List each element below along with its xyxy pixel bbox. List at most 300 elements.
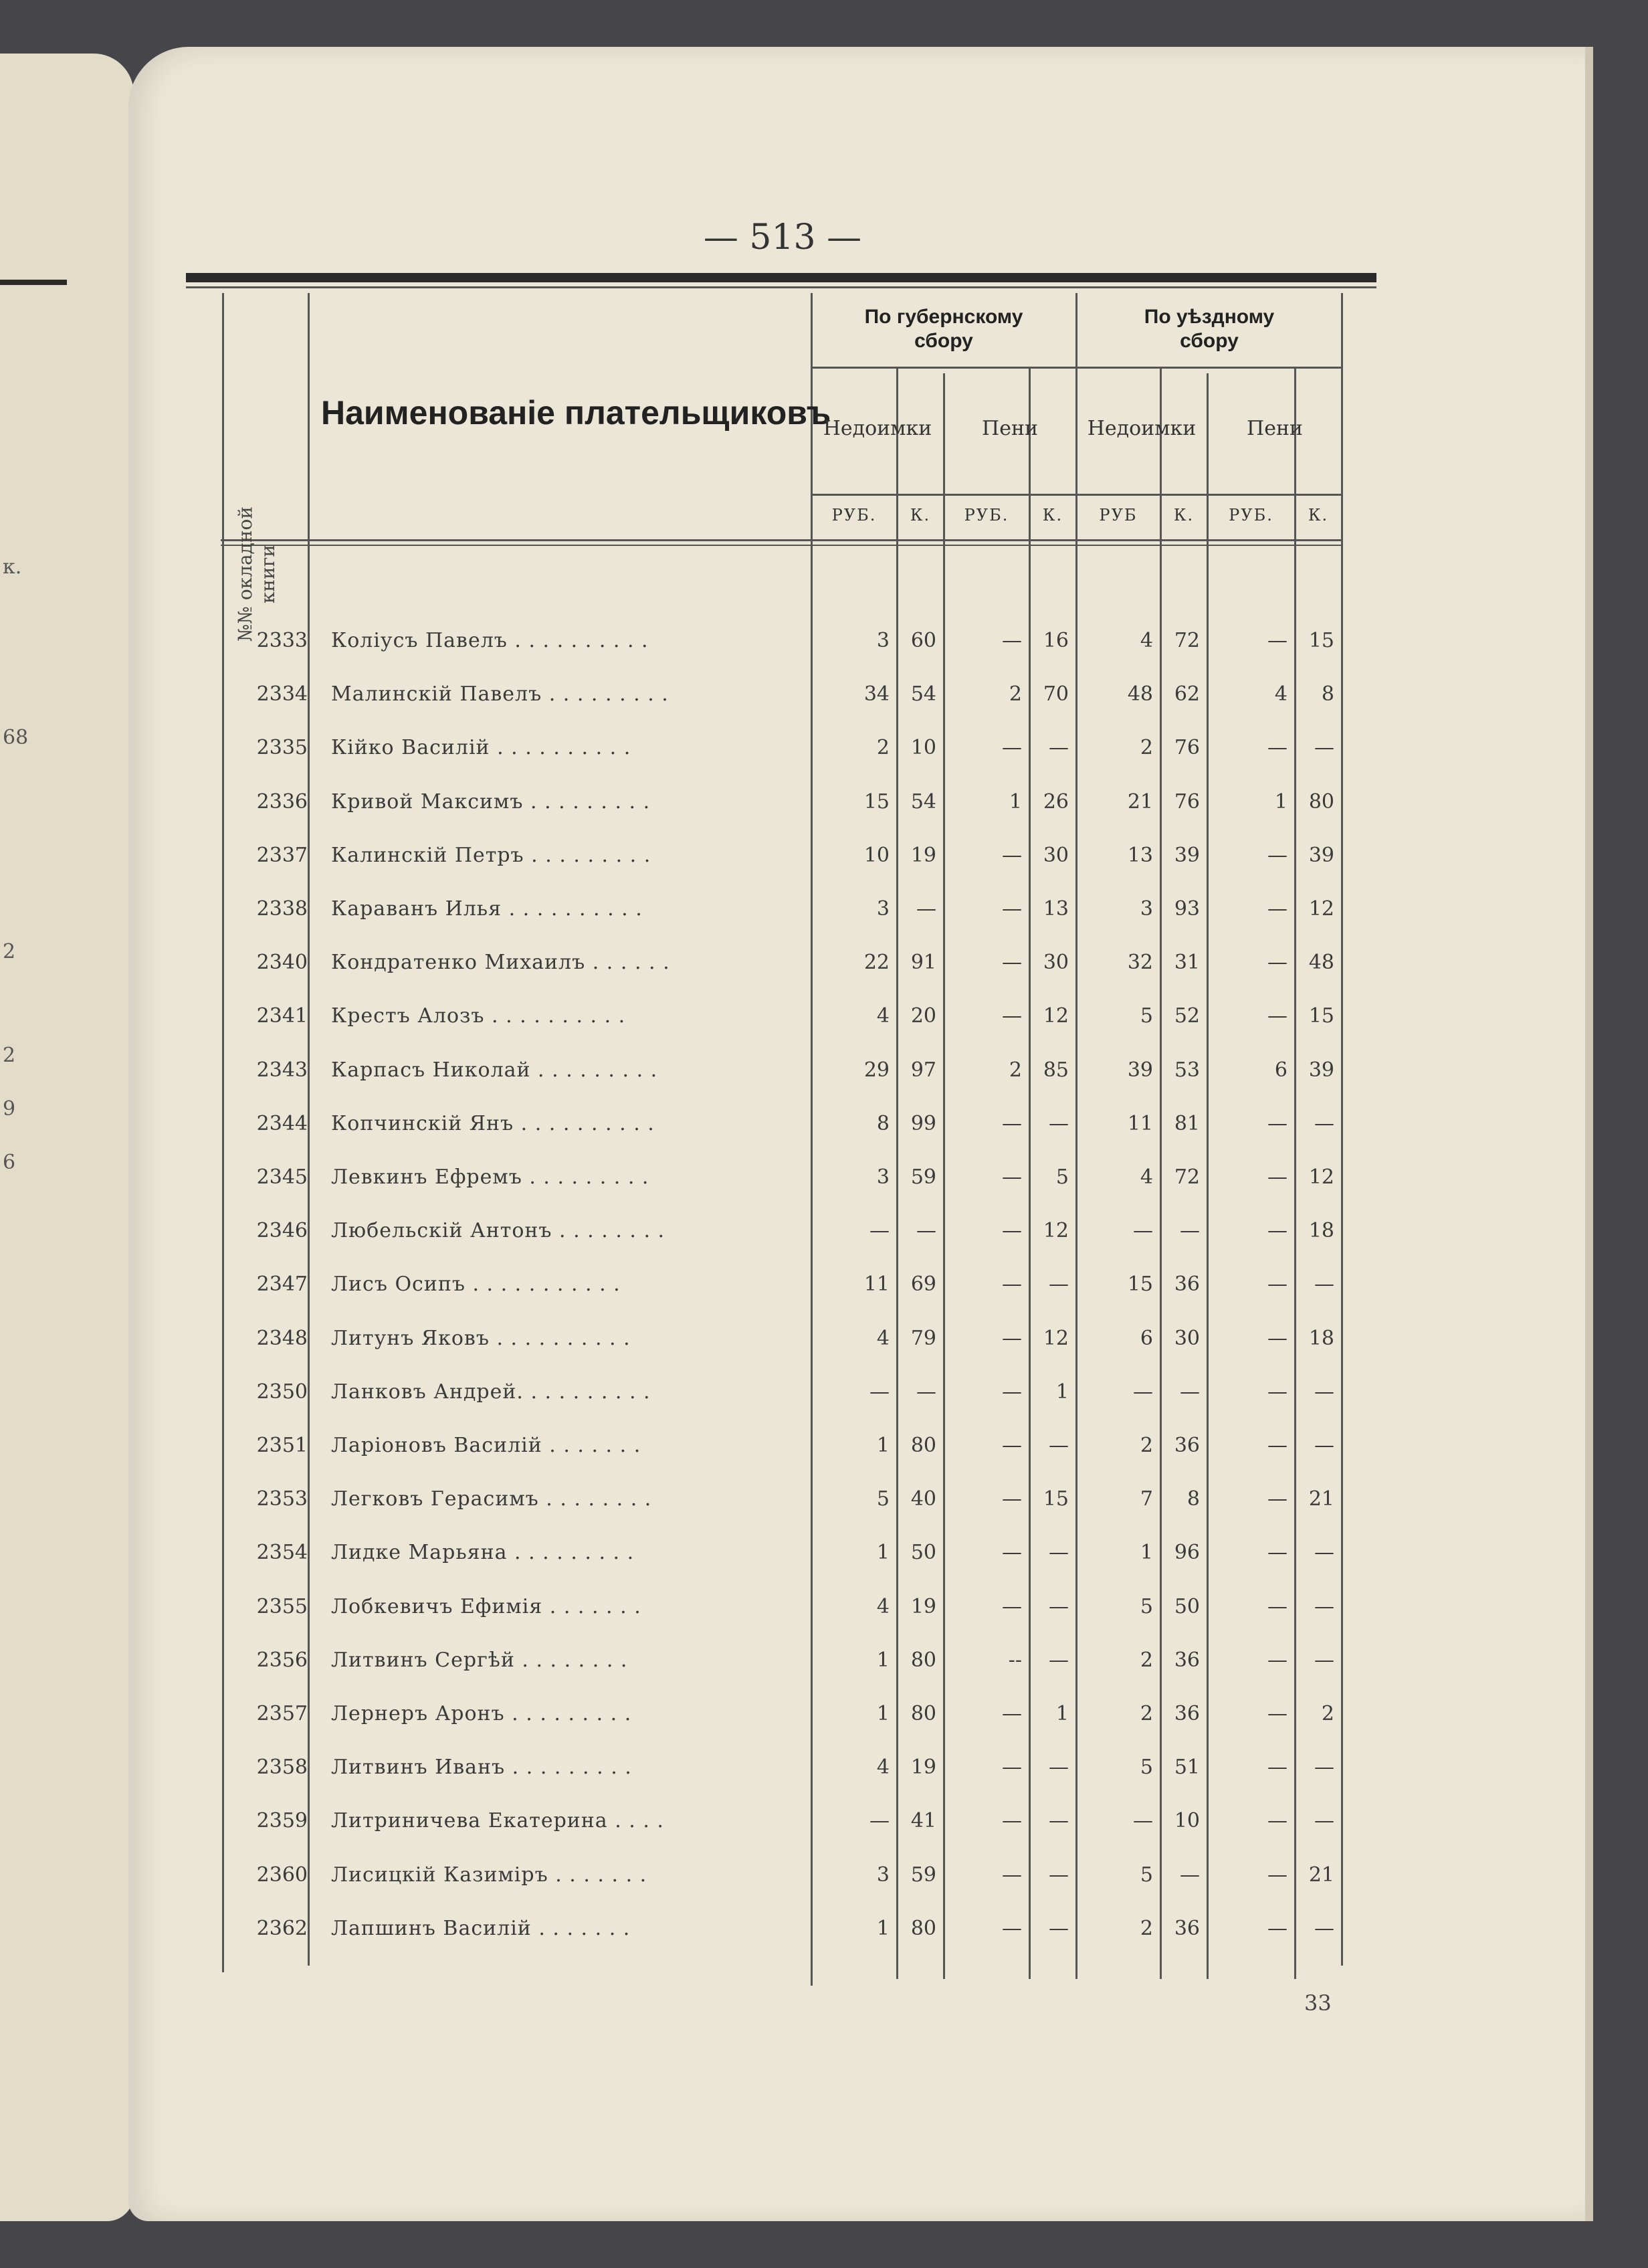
book-number-cell: 2347 <box>256 1272 308 1297</box>
amount-cell: — <box>1002 1541 1022 1565</box>
amount-cell: 1 <box>1055 1702 1069 1725</box>
amount-cell: 15 <box>1127 1272 1153 1297</box>
amount-cell: — <box>1267 1756 1288 1780</box>
amount-cell: 8 <box>1321 682 1334 706</box>
left-fragment: 2 <box>3 940 16 963</box>
left-page <box>0 54 134 2221</box>
amount-cell: 36 <box>1174 1272 1200 1297</box>
book-number-cell: 2348 <box>256 1326 308 1350</box>
amount-cell: 40 <box>910 1487 936 1511</box>
page-edge <box>1585 47 1593 2221</box>
amount-cell: — <box>1002 1272 1022 1297</box>
amount-cell: 59 <box>910 1165 936 1189</box>
table-row <box>221 1312 1350 1365</box>
table-row <box>221 1849 1350 1902</box>
amount-cell: — <box>1002 1165 1022 1189</box>
amount-cell: — <box>916 1219 936 1243</box>
table-row <box>221 1687 1350 1741</box>
amount-cell: 5 <box>876 1487 890 1511</box>
amount-cell: 80 <box>910 1702 936 1725</box>
payer-name-cell: Ларіоновъ Василій . . . . . . . <box>331 1434 641 1457</box>
amount-cell: 69 <box>910 1272 936 1297</box>
amount-cell: 3 <box>876 629 890 652</box>
amount-cell: 1 <box>876 1541 890 1565</box>
amount-cell: 2 <box>1140 1702 1153 1725</box>
amount-cell: — <box>1267 1541 1288 1565</box>
amount-cell: 30 <box>1174 1326 1200 1350</box>
amount-cell: 13 <box>1043 897 1069 921</box>
book-number-cell: 2335 <box>256 736 308 760</box>
amount-cell: 21 <box>1308 1487 1334 1511</box>
amount-cell: 21 <box>1127 789 1153 814</box>
amount-cell: — <box>1002 1863 1022 1887</box>
unit-rub: РУБ. <box>964 506 1009 525</box>
amount-cell: 16 <box>1043 629 1069 652</box>
amount-cell: 80 <box>910 1648 936 1672</box>
book-number-cell: 2360 <box>256 1863 308 1887</box>
amount-cell: 19 <box>910 1594 936 1618</box>
book-number-cell: 2346 <box>256 1219 308 1243</box>
payer-name-cell: Кондратенко Михаилъ . . . . . . <box>331 951 670 975</box>
amount-cell: 21 <box>1308 1863 1334 1887</box>
amount-cell: 1 <box>1009 789 1022 814</box>
amount-cell: 80 <box>1308 789 1334 814</box>
amount-cell: — <box>1267 629 1288 652</box>
amount-cell: 12 <box>1308 897 1334 921</box>
amount-cell: 4 <box>876 1326 890 1350</box>
amount-cell: — <box>869 1809 890 1833</box>
amount-cell: 7 <box>1140 1487 1153 1511</box>
book-number-cell: 2353 <box>256 1487 308 1511</box>
amount-cell: — <box>869 1380 890 1404</box>
amount-cell: — <box>1049 1594 1069 1618</box>
amount-cell: — <box>1133 1219 1153 1243</box>
book-number-cell: 2362 <box>256 1916 308 1940</box>
amount-cell: — <box>1002 951 1022 975</box>
payer-name-cell: Малинскій Павелъ . . . . . . . . . <box>331 682 669 706</box>
payer-name-cell: Коліусъ Павелъ . . . . . . . . . . <box>331 629 649 652</box>
book-number-cell: 2343 <box>256 1058 308 1082</box>
amount-cell: — <box>1267 1326 1288 1350</box>
amount-cell: 18 <box>1308 1326 1334 1350</box>
left-fragment: 68 <box>3 726 29 749</box>
header-arrears: Недоимки <box>1087 417 1197 440</box>
amount-cell: — <box>1049 736 1069 760</box>
table-row <box>221 1794 1350 1848</box>
unit-kop: К. <box>910 506 931 525</box>
payer-name-cell: Ланковъ Андрей. . . . . . . . . . <box>331 1380 651 1404</box>
rule-h <box>811 367 1343 369</box>
amount-cell: 12 <box>1043 1004 1069 1028</box>
amount-cell: 3 <box>876 1165 890 1189</box>
amount-cell: 5 <box>1140 1594 1153 1618</box>
table-row <box>221 1741 1350 1794</box>
payer-name-cell: Легковъ Герасимъ . . . . . . . . <box>331 1487 652 1511</box>
amount-cell: — <box>1267 1648 1288 1672</box>
amount-cell: 18 <box>1308 1219 1334 1243</box>
book-number-cell: 2358 <box>256 1756 308 1780</box>
amount-cell: 81 <box>1174 1111 1200 1135</box>
amount-cell: 1 <box>876 1648 890 1672</box>
amount-cell: 3 <box>876 1863 890 1887</box>
table-row <box>221 1204 1350 1258</box>
amount-cell: 5 <box>1055 1165 1069 1189</box>
amount-cell: — <box>1180 1219 1200 1243</box>
amount-cell: — <box>1267 1863 1288 1887</box>
book-number-cell: 2345 <box>256 1165 308 1189</box>
amount-cell: 59 <box>910 1863 936 1887</box>
amount-cell: 62 <box>1174 682 1200 706</box>
payer-name-cell: Лисъ Осипъ . . . . . . . . . . . <box>331 1272 621 1297</box>
amount-cell: — <box>1267 1487 1288 1511</box>
amount-cell: 32 <box>1127 951 1153 975</box>
amount-cell: 5 <box>1140 1756 1153 1780</box>
amount-cell: 1 <box>876 1702 890 1725</box>
amount-cell: — <box>1002 1380 1022 1404</box>
left-fragment: 6 <box>3 1151 16 1174</box>
amount-cell: 1 <box>876 1916 890 1940</box>
book-number-cell: 2338 <box>256 897 308 921</box>
unit-rub: РУБ <box>1099 506 1138 525</box>
amount-cell: 1 <box>876 1434 890 1457</box>
amount-cell: 5 <box>1140 1004 1153 1028</box>
amount-cell: 5 <box>1140 1863 1153 1887</box>
table-row <box>221 1151 1350 1204</box>
table-row <box>221 989 1350 1043</box>
amount-cell: 12 <box>1308 1165 1334 1189</box>
amount-cell: 6 <box>1274 1058 1288 1082</box>
payer-name-cell: Любельскій Антонъ . . . . . . . . <box>331 1219 665 1243</box>
amount-cell: — <box>1267 1809 1288 1833</box>
amount-cell: — <box>1314 1648 1334 1672</box>
amount-cell: — <box>1314 1756 1334 1780</box>
amount-cell: 20 <box>910 1004 936 1028</box>
amount-cell: 4 <box>876 1756 890 1780</box>
amount-cell: 97 <box>910 1058 936 1082</box>
amount-cell: — <box>1002 1809 1022 1833</box>
amount-cell: — <box>1267 1434 1288 1457</box>
unit-rub: РУБ. <box>1229 506 1273 525</box>
amount-cell: 80 <box>910 1434 936 1457</box>
amount-cell: — <box>1049 1648 1069 1672</box>
book-number-cell: 2354 <box>256 1541 308 1565</box>
left-fragment: 2 <box>3 1044 16 1067</box>
amount-cell: 99 <box>910 1111 936 1135</box>
book-number-cell: 2359 <box>256 1809 308 1833</box>
amount-cell: 34 <box>863 682 890 706</box>
amount-cell: — <box>1049 1111 1069 1135</box>
amount-cell: — <box>1314 1380 1334 1404</box>
amount-cell: — <box>1267 1272 1288 1297</box>
unit-kop: К. <box>1042 506 1063 525</box>
amount-cell: 36 <box>1174 1702 1200 1725</box>
amount-cell: — <box>1002 1487 1022 1511</box>
rule-h <box>811 494 1343 496</box>
amount-cell: 10 <box>1174 1809 1200 1833</box>
book-number-cell: 2341 <box>256 1004 308 1028</box>
amount-cell: — <box>1267 897 1288 921</box>
amount-cell: — <box>1314 1434 1334 1457</box>
amount-cell: 54 <box>910 682 936 706</box>
amount-cell: 72 <box>1174 1165 1200 1189</box>
left-fragment: 9 <box>3 1097 16 1121</box>
table-row <box>221 1473 1350 1526</box>
amount-cell: 22 <box>863 951 890 975</box>
payer-name-cell: Левкинъ Ефремъ . . . . . . . . . <box>331 1165 649 1189</box>
table-row <box>221 829 1350 882</box>
table-row <box>221 775 1350 829</box>
payer-name-cell: Литунъ Яковъ . . . . . . . . . . <box>331 1326 631 1350</box>
amount-cell: — <box>1267 1916 1288 1940</box>
table-row <box>221 1634 1350 1687</box>
payer-name-cell: Литвинъ Иванъ . . . . . . . . . <box>331 1756 632 1780</box>
amount-cell: 48 <box>1308 951 1334 975</box>
amount-cell: — <box>1267 1219 1288 1243</box>
amount-cell: 36 <box>1174 1916 1200 1940</box>
header-arrears: Недоимки <box>823 417 932 440</box>
unit-rub: РУБ. <box>831 506 877 525</box>
amount-cell: — <box>1267 951 1288 975</box>
book-number-cell: 2344 <box>256 1111 308 1135</box>
amount-cell: 3 <box>876 897 890 921</box>
amount-cell: 15 <box>1308 1004 1334 1028</box>
amount-cell: — <box>1049 1863 1069 1887</box>
amount-cell: 11 <box>863 1272 890 1297</box>
book-number-cell: 2350 <box>256 1380 308 1404</box>
payer-name-cell: Литвинъ Сергѣй . . . . . . . . <box>331 1648 628 1672</box>
amount-cell: 26 <box>1043 789 1069 814</box>
page-number: — 513 — <box>703 217 862 258</box>
payer-name-cell: Калинскій Петръ . . . . . . . . . <box>331 843 651 867</box>
amount-cell: — <box>1267 1594 1288 1618</box>
amount-cell: — <box>1049 1756 1069 1780</box>
amount-cell: — <box>1049 1434 1069 1457</box>
amount-cell: 19 <box>910 843 936 867</box>
amount-cell: 30 <box>1043 843 1069 867</box>
amount-cell: 93 <box>1174 897 1200 921</box>
amount-cell: — <box>1002 1111 1022 1135</box>
amount-cell: 85 <box>1043 1058 1069 1082</box>
book-number-cell: 2340 <box>256 951 308 975</box>
amount-cell: 70 <box>1043 682 1069 706</box>
amount-cell: 4 <box>1140 1165 1153 1189</box>
amount-cell: — <box>1002 1004 1022 1028</box>
amount-cell: 2 <box>1009 1058 1022 1082</box>
amount-cell: 15 <box>863 789 890 814</box>
amount-cell: 76 <box>1174 736 1200 760</box>
amount-cell: — <box>1002 1702 1022 1725</box>
amount-cell: — <box>1314 1541 1334 1565</box>
payer-name-cell: Лернеръ Аронъ . . . . . . . . . <box>331 1702 632 1725</box>
amount-cell: — <box>1267 1165 1288 1189</box>
book-number-cell: 2351 <box>256 1434 308 1457</box>
amount-cell: 72 <box>1174 629 1200 652</box>
amount-cell: 30 <box>1043 951 1069 975</box>
amount-cell: 2 <box>1009 682 1022 706</box>
payer-name-cell: Лидке Марьяна . . . . . . . . . <box>331 1541 635 1565</box>
payer-name-cell: Литриничева Екатерина . . . . <box>331 1809 664 1833</box>
amount-cell: — <box>1002 897 1022 921</box>
amount-cell: 19 <box>910 1756 936 1780</box>
book-number-cell: 2334 <box>256 682 308 706</box>
amount-cell: 12 <box>1043 1219 1069 1243</box>
amount-cell: 36 <box>1174 1648 1200 1672</box>
amount-cell: — <box>1049 1809 1069 1833</box>
amount-cell: 12 <box>1043 1326 1069 1350</box>
amount-cell: — <box>1267 1380 1288 1404</box>
amount-cell: — <box>916 1380 936 1404</box>
amount-cell: 8 <box>1187 1487 1200 1511</box>
payers-table <box>221 293 1350 1972</box>
amount-cell: — <box>1180 1863 1200 1887</box>
amount-cell: 29 <box>863 1058 890 1082</box>
amount-cell: 53 <box>1174 1058 1200 1082</box>
left-page-rule <box>0 280 67 285</box>
amount-cell: — <box>1314 1809 1334 1833</box>
amount-cell: 10 <box>863 843 890 867</box>
payer-name-cell: Караванъ Илья . . . . . . . . . . <box>331 897 643 921</box>
footer-page-number: 33 <box>1304 1990 1332 2016</box>
book-number-cell: 2356 <box>256 1648 308 1672</box>
table-row <box>221 882 1350 936</box>
top-rule-thin <box>186 286 1376 288</box>
amount-cell: 2 <box>1140 1916 1153 1940</box>
amount-cell: 2 <box>1140 1434 1153 1457</box>
payer-name-cell: Лапшинъ Василій . . . . . . . <box>331 1916 631 1940</box>
table-row <box>221 936 1350 989</box>
left-fragment: к. <box>3 555 22 579</box>
amount-cell: — <box>1049 1541 1069 1565</box>
table-row <box>221 668 1350 721</box>
amount-cell: — <box>1002 1434 1022 1457</box>
amount-cell: 39 <box>1308 843 1334 867</box>
amount-cell: 50 <box>910 1541 936 1565</box>
amount-cell: 60 <box>910 629 936 652</box>
top-rule-thick <box>186 273 1376 282</box>
table-row <box>221 1258 1350 1311</box>
amount-cell: 15 <box>1308 629 1334 652</box>
amount-cell: 79 <box>910 1326 936 1350</box>
amount-cell: — <box>1267 1702 1288 1725</box>
amount-cell: 13 <box>1127 843 1153 867</box>
amount-cell: -- <box>1008 1648 1022 1672</box>
amount-cell: 2 <box>1140 736 1153 760</box>
table-row <box>221 1044 1350 1097</box>
amount-cell: — <box>1002 629 1022 652</box>
amount-cell: 3 <box>1140 897 1153 921</box>
amount-cell: — <box>1002 1219 1022 1243</box>
header-penalty: Пени <box>982 417 1038 440</box>
amount-cell: — <box>1002 736 1022 760</box>
amount-cell: 15 <box>1043 1487 1069 1511</box>
amount-cell: 96 <box>1174 1541 1200 1565</box>
table-row <box>221 1419 1350 1473</box>
amount-cell: 39 <box>1174 843 1200 867</box>
payer-name-cell: Кійко Василій . . . . . . . . . . <box>331 736 631 760</box>
amount-cell: 76 <box>1174 789 1200 814</box>
payer-name-cell: Кривой Максимъ . . . . . . . . . <box>331 789 651 814</box>
amount-cell: — <box>1002 1326 1022 1350</box>
amount-cell: — <box>1002 1594 1022 1618</box>
header-payer-name: Наименованіе плательщиковъ <box>321 394 831 432</box>
unit-kop: К. <box>1173 506 1195 525</box>
amount-cell: 52 <box>1174 1004 1200 1028</box>
book-number-cell: 2357 <box>256 1702 308 1725</box>
unit-kop: К. <box>1308 506 1329 525</box>
payer-name-cell: Крестъ Алозъ . . . . . . . . . . <box>331 1004 626 1028</box>
amount-cell: 4 <box>876 1594 890 1618</box>
header-penalty: Пени <box>1247 417 1303 440</box>
table-row <box>221 721 1350 775</box>
amount-cell: — <box>1049 1272 1069 1297</box>
table-row <box>221 614 1350 668</box>
table-row <box>221 1097 1350 1151</box>
amount-cell: — <box>869 1219 890 1243</box>
table-row <box>221 1526 1350 1580</box>
amount-cell: 4 <box>1274 682 1288 706</box>
payer-name-cell: Копчинскій Янъ . . . . . . . . . . <box>331 1111 655 1135</box>
amount-cell: 11 <box>1127 1111 1153 1135</box>
book-number-cell: 2336 <box>256 789 308 814</box>
amount-cell: — <box>1133 1809 1153 1833</box>
amount-cell: 4 <box>1140 629 1153 652</box>
amount-cell: — <box>1267 736 1288 760</box>
amount-cell: — <box>1002 843 1022 867</box>
amount-cell: 10 <box>910 736 936 760</box>
amount-cell: — <box>1267 1004 1288 1028</box>
rule-h <box>221 545 1343 546</box>
amount-cell: 4 <box>876 1004 890 1028</box>
amount-cell: 50 <box>1174 1594 1200 1618</box>
rule-h <box>221 539 1343 541</box>
amount-cell: 2 <box>876 736 890 760</box>
amount-cell: 6 <box>1140 1326 1153 1350</box>
amount-cell: 80 <box>910 1916 936 1940</box>
amount-cell: 91 <box>910 951 936 975</box>
amount-cell: 54 <box>910 789 936 814</box>
amount-cell: 31 <box>1174 951 1200 975</box>
amount-cell: 1 <box>1055 1380 1069 1404</box>
book-number-cell: 2333 <box>256 629 308 652</box>
header-district-levy: По уѣздному сбору <box>1144 306 1275 352</box>
book-number-cell: 2337 <box>256 843 308 867</box>
amount-cell: 1 <box>1140 1541 1153 1565</box>
payer-name-cell: Лисицкій Казиміръ . . . . . . . <box>331 1863 647 1887</box>
amount-cell: — <box>1267 843 1288 867</box>
amount-cell: 51 <box>1174 1756 1200 1780</box>
amount-cell: 39 <box>1308 1058 1334 1082</box>
amount-cell: 36 <box>1174 1434 1200 1457</box>
amount-cell: 41 <box>910 1809 936 1833</box>
header-book-number: №№ окладной книги <box>234 506 279 642</box>
amount-cell: — <box>1314 1111 1334 1135</box>
amount-cell: — <box>1180 1380 1200 1404</box>
amount-cell: — <box>1314 1916 1334 1940</box>
amount-cell: — <box>1267 1111 1288 1135</box>
amount-cell: — <box>1002 1916 1022 1940</box>
amount-cell: — <box>1314 1272 1334 1297</box>
amount-cell: — <box>916 897 936 921</box>
amount-cell: 1 <box>1274 789 1288 814</box>
payer-name-cell: Карпасъ Николай . . . . . . . . . <box>331 1058 658 1082</box>
amount-cell: — <box>1049 1916 1069 1940</box>
header-provincial-levy: По губернскому сбору <box>864 306 1023 352</box>
book-number-cell: 2355 <box>256 1594 308 1618</box>
amount-cell: — <box>1133 1380 1153 1404</box>
amount-cell: 2 <box>1321 1702 1334 1725</box>
amount-cell: — <box>1002 1756 1022 1780</box>
amount-cell: — <box>1314 736 1334 760</box>
